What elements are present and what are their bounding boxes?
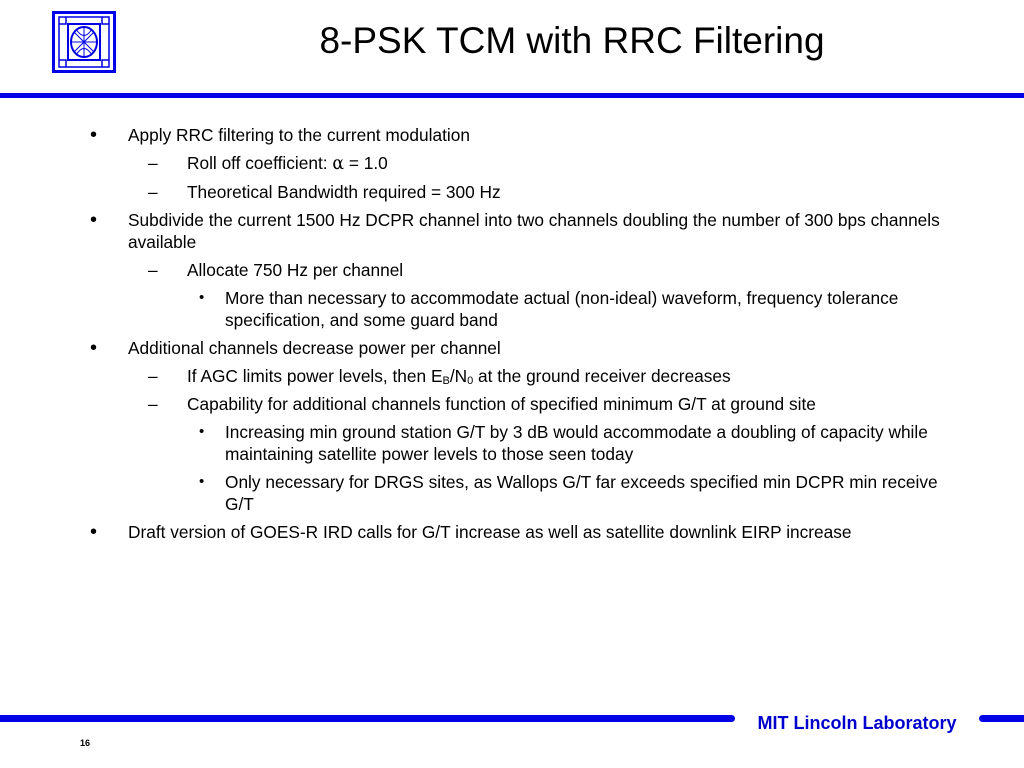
sub-bullet-text: Allocate 750 Hz per channel: [187, 260, 404, 280]
subscript: B: [442, 375, 450, 387]
sub-bullet-text: Theoretical Bandwidth required = 300 Hz: [187, 182, 501, 202]
mit-lincoln-laboratory-logo: [52, 11, 116, 73]
bullet-marker: •: [90, 124, 98, 146]
sub-bullet-text: [187, 366, 731, 386]
bullet-text: Subdivide the current 1500 Hz DCPR channel into two channels doubling the number of 300 bps channels available: [128, 210, 940, 252]
logo-graphic: [52, 11, 116, 73]
small-bullet-marker: •: [199, 423, 205, 440]
sub-sub-bullet-item: [0, 287, 945, 331]
bullet-text: Apply RRC filtering to the current modulation: [128, 125, 470, 145]
subscript: 0: [467, 375, 474, 387]
text-fragment: at the ground receiver decreases: [473, 366, 731, 386]
sub-bullet-item: [0, 181, 947, 203]
sub-bullet-item: [0, 152, 947, 175]
dash-marker: –: [148, 260, 158, 280]
small-bullet-marker: •: [199, 473, 205, 490]
alpha-symbol: α: [332, 154, 345, 174]
bullet-marker: •: [90, 337, 98, 359]
sub-sub-bullet-item: [0, 471, 945, 515]
sub-sub-bullet-text: Increasing min ground station G/T by 3 dB would accommodate a doubling of capacity while maintaining satellite power levels to those seen today: [225, 422, 928, 464]
dash-marker: –: [148, 153, 158, 173]
dash-marker: –: [148, 366, 158, 386]
text-fragment: If AGC limits power levels, then E: [187, 366, 443, 386]
sub-bullet-text: Capability for additional channels function of specified minimum G/T at ground site: [187, 394, 816, 414]
text-fragment: = 1.0: [344, 153, 388, 173]
slide-title: 8-PSK TCM with RRC Filtering: [319, 20, 825, 61]
text-fragment: Roll off coefficient:: [187, 153, 333, 173]
footer-divider-right: [979, 715, 1024, 722]
bullet-text: Draft version of GOES-R IRD calls for G/T increase as well as satellite downlink EIRP increase: [128, 522, 852, 542]
sub-bullet-item: [0, 393, 947, 415]
footer-brand: MIT Lincoln Laboratory: [757, 713, 957, 733]
title-divider: [0, 93, 1024, 98]
bullet-marker: •: [90, 521, 98, 543]
slide-body: [0, 124, 1024, 549]
sub-bullet-item: [0, 259, 947, 281]
footer-divider-left: [0, 715, 735, 722]
sub-sub-bullet-item: [0, 421, 945, 465]
bullet-item: [0, 337, 948, 359]
sub-bullet-text: [187, 153, 388, 173]
sub-sub-bullet-text: Only necessary for DRGS sites, as Wallops G/T far exceeds specified min DCPR min receive G/T: [225, 472, 938, 514]
text-fragment: /N: [449, 366, 468, 386]
bullet-item: [0, 521, 948, 543]
bullet-item: [0, 124, 948, 146]
bullet-text: Additional channels decrease power per channel: [128, 338, 501, 358]
page-number: 16: [80, 738, 91, 748]
bullet-marker: •: [90, 209, 98, 231]
sub-sub-bullet-text: More than necessary to accommodate actual (non-ideal) waveform, frequency tolerance specification, and some guard band: [225, 288, 899, 330]
bullet-item: [0, 209, 948, 253]
dash-marker: –: [148, 394, 158, 414]
dash-marker: –: [148, 182, 158, 202]
small-bullet-marker: •: [199, 289, 205, 306]
sub-bullet-item: [0, 365, 947, 387]
